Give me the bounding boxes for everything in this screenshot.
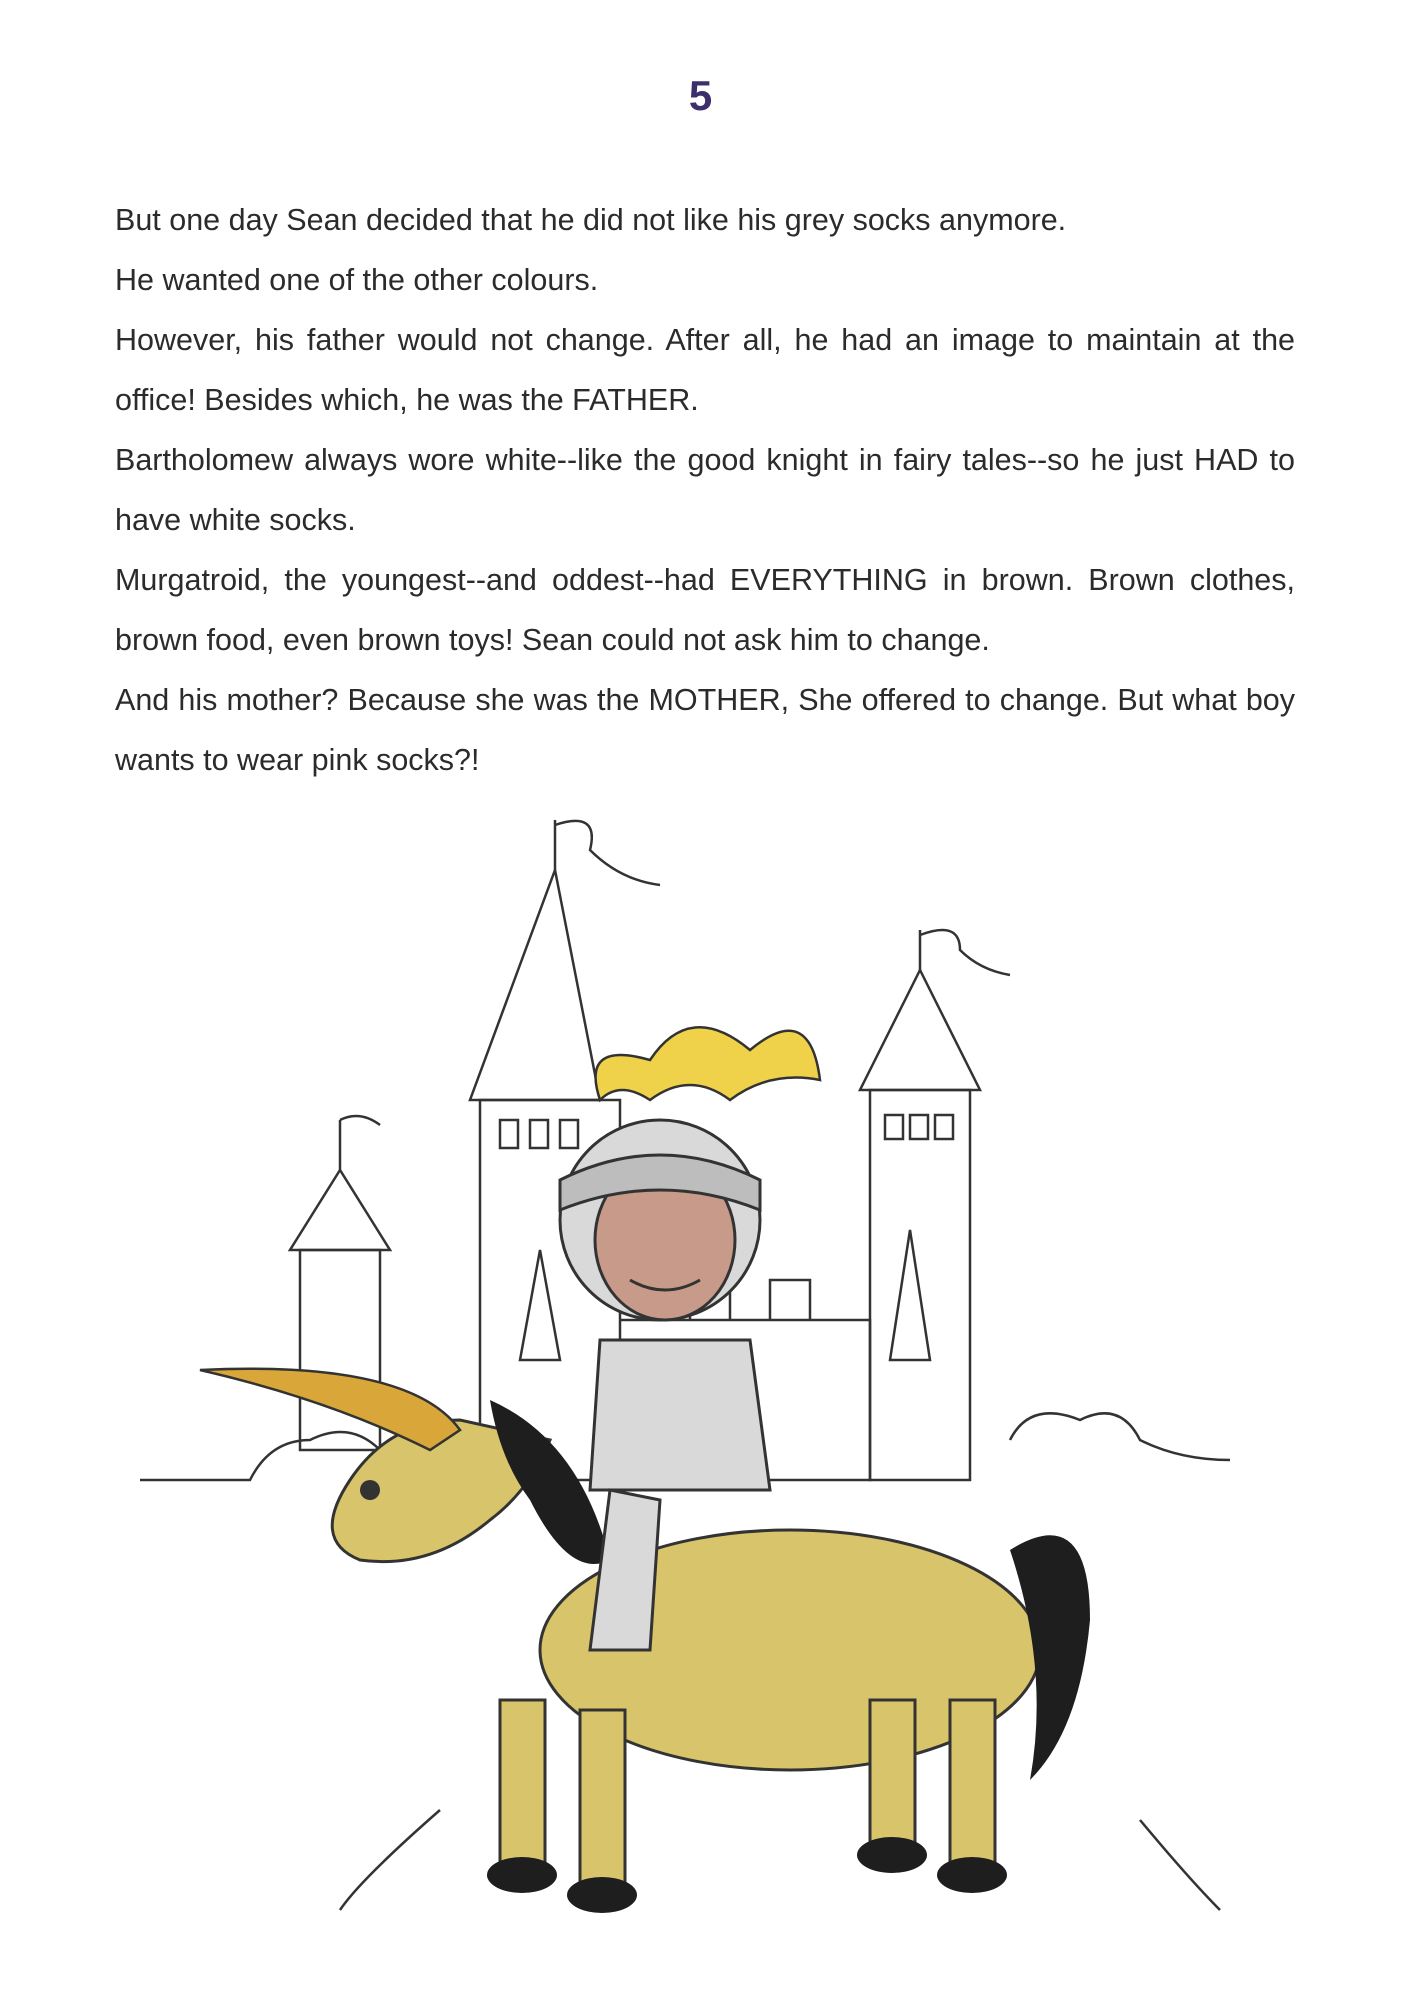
hoof bbox=[857, 1837, 927, 1873]
spire bbox=[520, 1250, 560, 1360]
story-paragraph-1: But one day Sean decided that he did not like his grey socks anymore. bbox=[115, 203, 1067, 237]
window bbox=[560, 1120, 578, 1148]
unicorn-leg bbox=[950, 1700, 995, 1870]
story-paragraph-2: He wanted one of the other colours. bbox=[115, 263, 599, 297]
unicorn-leg bbox=[580, 1710, 625, 1890]
window bbox=[500, 1120, 518, 1148]
knight-body-armor bbox=[590, 1340, 770, 1490]
story-text bbox=[115, 190, 1295, 790]
story-paragraph-5: Murgatroid, the youngest--and oddest--had EVERYTHING in brown. Brown clothes, brown food, even brown toys! Sean could not ask him to change. bbox=[115, 563, 1295, 657]
knight-on-unicorn-illustration bbox=[130, 800, 1240, 1920]
spire bbox=[890, 1230, 930, 1360]
window bbox=[910, 1115, 928, 1139]
unicorn-leg bbox=[870, 1700, 915, 1850]
illustration-svg bbox=[130, 800, 1240, 1920]
left-tower-roof bbox=[290, 1170, 390, 1250]
hoof bbox=[487, 1857, 557, 1893]
window bbox=[530, 1120, 548, 1148]
left-tower-flag bbox=[340, 1116, 380, 1170]
page-number: 5 bbox=[688, 72, 713, 119]
hoof bbox=[937, 1857, 1007, 1893]
main-tower-flag bbox=[555, 820, 660, 885]
hoof bbox=[567, 1877, 637, 1913]
main-tower-roof bbox=[470, 870, 600, 1100]
right-tower-flag bbox=[920, 930, 1010, 975]
right-tower bbox=[870, 1090, 970, 1480]
knight-plume bbox=[596, 1027, 820, 1100]
story-paragraph-4: Bartholomew always wore white--like the good knight in fairy tales--so he just HAD to have white socks. bbox=[115, 443, 1295, 537]
knight-leg bbox=[590, 1490, 660, 1650]
road-right bbox=[1140, 1820, 1220, 1910]
right-tower-roof bbox=[860, 970, 980, 1090]
window bbox=[935, 1115, 953, 1139]
window bbox=[885, 1115, 903, 1139]
unicorn-horn bbox=[200, 1369, 460, 1450]
story-paragraph-3: However, his father would not change. After all, he had an image to maintain at the office! Besides which, he was the FATHER. bbox=[115, 323, 1295, 417]
unicorn-eye bbox=[360, 1480, 380, 1500]
road-left bbox=[340, 1810, 440, 1910]
hill-right bbox=[1010, 1413, 1230, 1460]
unicorn-leg bbox=[500, 1700, 545, 1870]
story-paragraph-6: And his mother? Because she was the MOTHER, She offered to change. But what boy wants to wear pink socks?! bbox=[115, 683, 1295, 777]
